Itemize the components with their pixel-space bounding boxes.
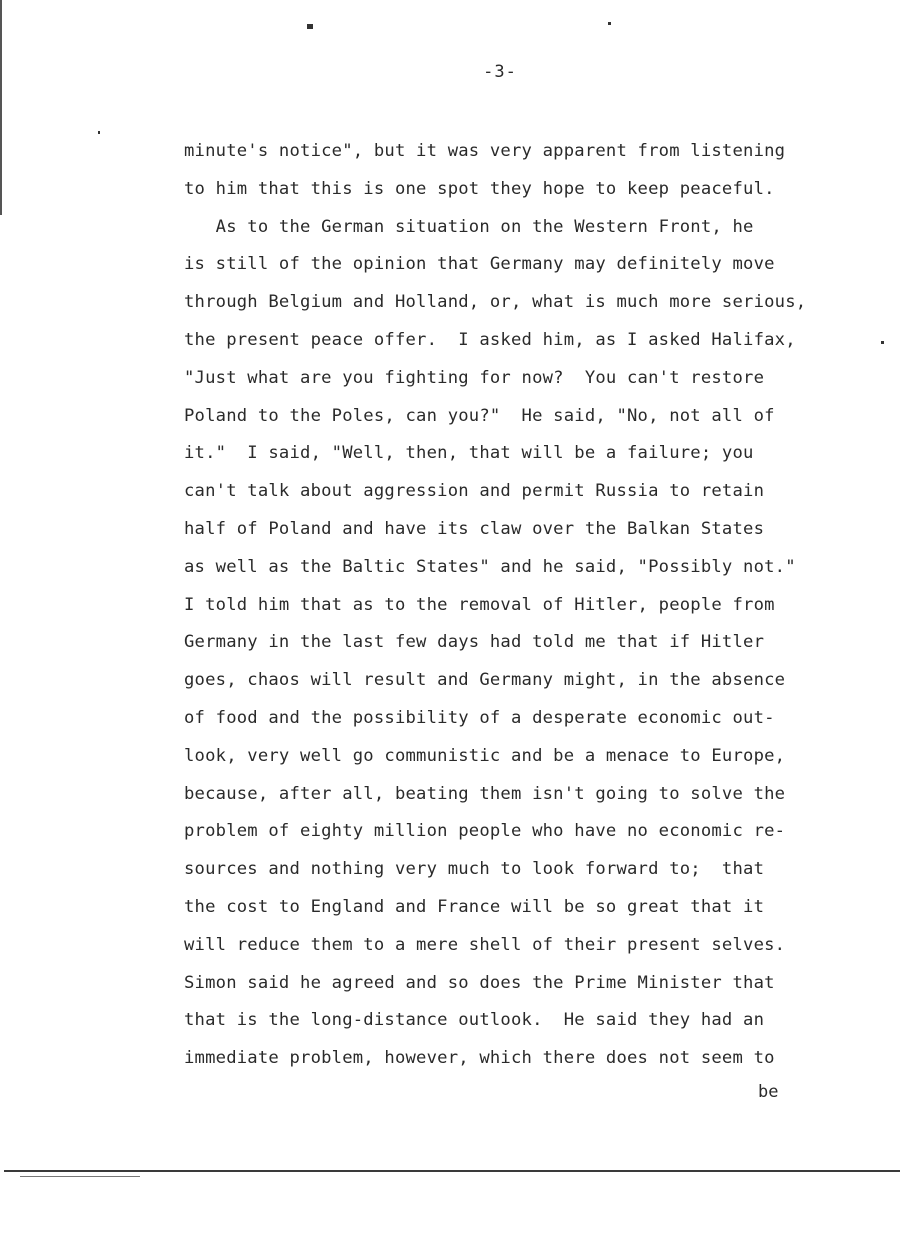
text-line: that is the long-distance outlook. He said they had an (184, 1010, 765, 1031)
text-line: it." I said, "Well, then, that will be a failure; you (184, 443, 754, 464)
text-line: sources and nothing very much to look forward to; that (184, 859, 765, 880)
text-line: half of Poland and have its claw over the Balkan States (184, 518, 765, 539)
scan-speck (881, 341, 884, 344)
scan-edge-mark (0, 0, 2, 215)
text-line: the cost to England and France will be so great that it (184, 896, 765, 917)
text-line: Simon said he agreed and so does the Prime Minister that (184, 972, 775, 993)
text-line: is still of the opinion that Germany may definitely move (184, 254, 775, 275)
text-line: can't talk about aggression and permit Russia to retain (184, 481, 765, 502)
text-line: the present peace offer. I asked him, as I asked Halifax, (184, 329, 796, 350)
text-line: of food and the possibility of a desperate economic out- (184, 707, 775, 728)
catchword: be (758, 1082, 779, 1102)
text-line: minute's notice", but it was very apparent from listening (184, 141, 786, 161)
page-number: -3- (483, 62, 517, 82)
scan-speck (608, 22, 611, 25)
text-line: immediate problem, however, which there does not seem to (184, 1048, 775, 1069)
footer-rule (4, 1170, 900, 1172)
body-text (184, 133, 844, 1078)
text-line: will reduce them to a mere shell of their present selves. (184, 934, 786, 955)
text-line: because, after all, beating them isn't going to solve the (184, 783, 786, 804)
text-line: problem of eighty million people who have no economic re- (184, 821, 786, 842)
text-line: "Just what are you fighting for now? You can't restore (184, 367, 765, 388)
text-line: goes, chaos will result and Germany might, in the absence (184, 670, 786, 691)
text-line: to him that this is one spot they hope to keep peaceful. (184, 178, 775, 199)
scan-speck (98, 131, 100, 134)
scan-speck (307, 24, 313, 29)
text-line: As to the German situation on the Western Front, he (184, 216, 754, 237)
text-line: look, very well go communistic and be a menace to Europe, (184, 745, 786, 766)
text-line: Poland to the Poles, can you?" He said, "No, not all of (184, 405, 775, 426)
text-line: through Belgium and Holland, or, what is much more serious, (184, 292, 807, 313)
text-line: as well as the Baltic States" and he said, "Possibly not." (184, 556, 796, 577)
text-line: Germany in the last few days had told me that if Hitler (184, 632, 765, 653)
text-line: I told him that as to the removal of Hitler, people from (184, 594, 775, 615)
footer-rule (20, 1176, 140, 1177)
